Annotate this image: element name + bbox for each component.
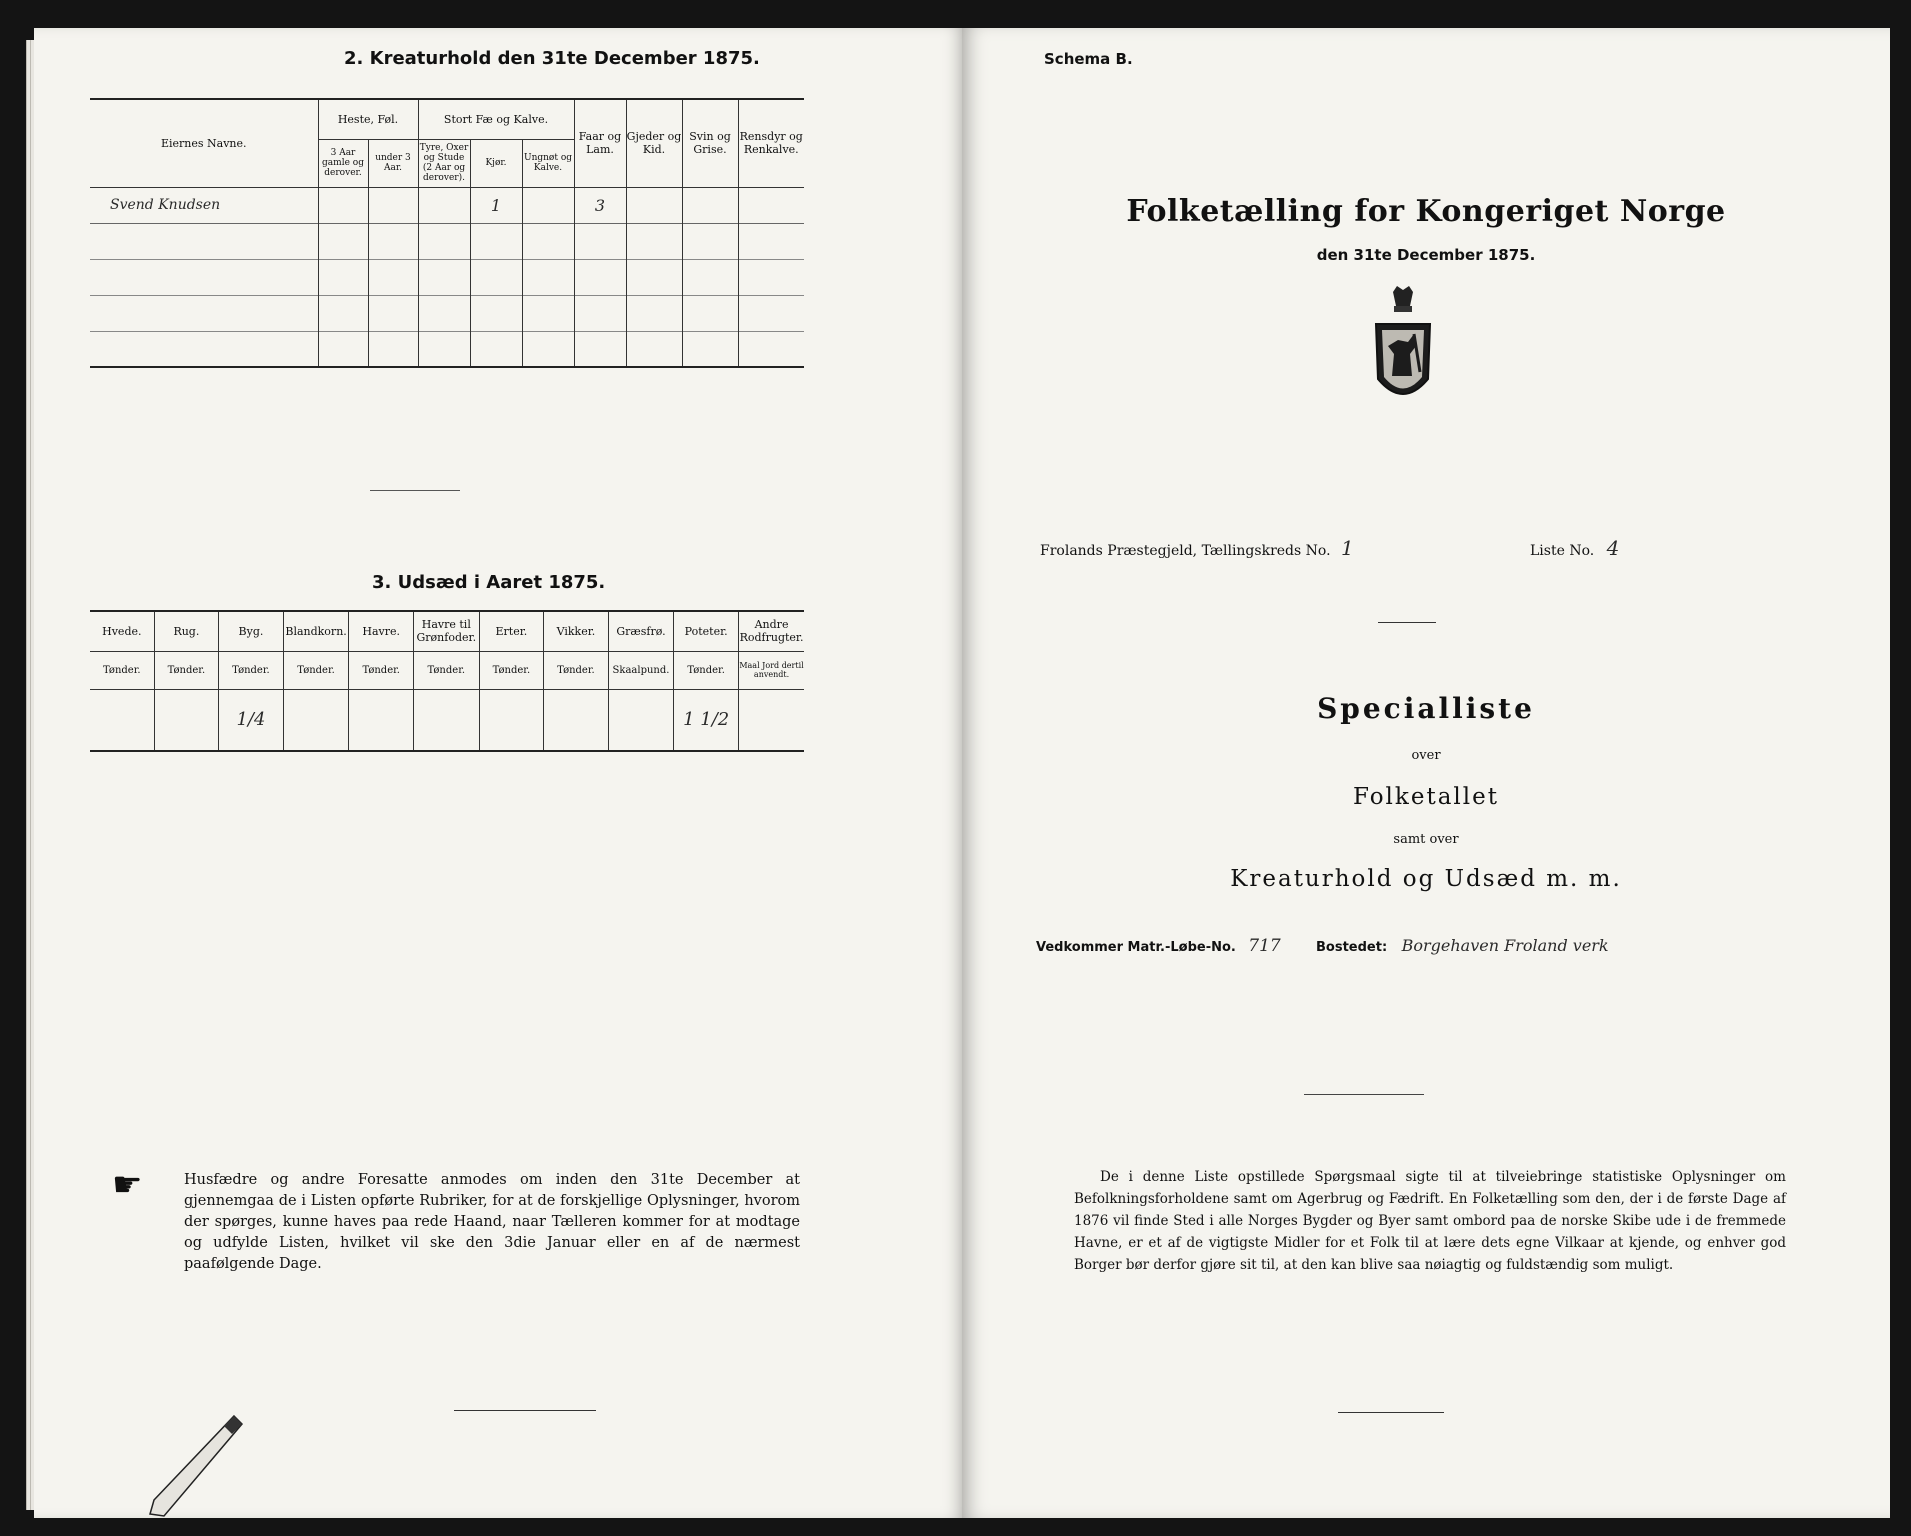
district-line	[1040, 536, 1354, 560]
samt-over-text: samt over	[1393, 832, 1459, 847]
sowing-col-unit: Tønder.	[219, 651, 284, 689]
district-name: Frolands	[1040, 543, 1103, 559]
divider	[370, 490, 460, 491]
left-page	[34, 28, 964, 1518]
col-sheep: Faar og Lam.	[574, 99, 626, 187]
folketallet: Folketallet	[1353, 784, 1499, 810]
col-goats: Gjeder og Kid.	[626, 99, 682, 187]
bosted-line	[1316, 936, 1609, 955]
matr-number: 717	[1248, 936, 1281, 956]
sowing-col-unit: Tønder.	[90, 651, 154, 689]
bosted-value: Borgehaven Froland verk	[1401, 936, 1609, 955]
sub-horses-adult: 3 Aar gamle og derover.	[318, 139, 368, 187]
bosted-label: Bostedet:	[1316, 940, 1388, 955]
sowing-col-name: Rug.	[154, 611, 219, 651]
sowing-col-unit: Tønder.	[283, 651, 349, 689]
sowing-value: 1 1/2	[674, 689, 739, 751]
sowing-value	[154, 689, 219, 751]
sowing-col-unit: Tønder.	[154, 651, 219, 689]
sub-bulls: Tyre, Oxer og Stude (2 Aar og derover).	[418, 139, 470, 187]
sowing-col-name: Vikker.	[544, 611, 609, 651]
sowing-col-name: Erter.	[479, 611, 544, 651]
sowing-col-unit: Tønder.	[349, 651, 414, 689]
schema-label: Schema B.	[1044, 50, 1133, 68]
district-number: 1	[1340, 536, 1354, 560]
group-horses: Heste, Føl.	[318, 99, 418, 139]
owner-name: Svend Knudsen	[90, 187, 318, 223]
cows-value: 1	[470, 187, 522, 223]
notice-text: Husfædre og andre Foresatte anmodes om inden den 31te December at gjennemgaa de i Listen opførte Rubriker, for at de forskjellige Oplysninger, hvorom der spørges, kunne haves paa rede Haand, naar Tælleren kommer for at modtage og udfylde Listen, hvilket vil ske den 3die Januar eller en af de nærmest paafølgende Dage.	[184, 1172, 800, 1272]
sub-cows: Kjør.	[470, 139, 522, 187]
over-text: over	[1411, 748, 1441, 763]
liste-label: Liste No.	[1530, 543, 1595, 559]
sowing-col-name: Havre.	[349, 611, 414, 651]
liste-number: 4	[1606, 536, 1620, 560]
sowing-col-name: Blandkorn.	[283, 611, 349, 651]
col-reindeer: Rensdyr og Renkalve.	[738, 99, 804, 187]
sowing-value	[608, 689, 674, 751]
main-title: Folketælling for Kongeriget Norge	[1126, 194, 1726, 229]
sowing-col-name: Poteter.	[674, 611, 739, 651]
sowing-value	[739, 689, 804, 751]
table-row	[90, 187, 804, 223]
matr-label: Vedkommer Matr.-Løbe-No.	[1036, 940, 1236, 955]
divider	[1378, 622, 1436, 623]
kreatur-heading: Kreaturhold og Udsæd m. m.	[1230, 866, 1622, 892]
liste-line	[1530, 536, 1619, 560]
pointing-hand-icon: ☛	[112, 1165, 143, 1205]
sowing-col-name: Byg.	[219, 611, 284, 651]
table-row	[90, 689, 804, 751]
sowing-table	[90, 610, 804, 752]
divider	[1304, 1094, 1424, 1095]
col-pigs: Svin og Grise.	[682, 99, 738, 187]
sowing-value	[90, 689, 154, 751]
sowing-col-name: Havre til Grønfoder.	[413, 611, 479, 651]
table-row	[90, 259, 804, 295]
sowing-col-name: Andre Rodfrugter.	[739, 611, 804, 651]
sowing-col-unit: Tønder.	[479, 651, 544, 689]
sub-calves: Ungnøt og Kalve.	[522, 139, 574, 187]
coat-of-arms-icon	[1368, 284, 1438, 414]
table-row	[90, 331, 804, 367]
sowing-value: 1/4	[219, 689, 284, 751]
sowing-value	[544, 689, 609, 751]
sowing-col-unit: Tønder.	[413, 651, 479, 689]
pen-icon	[124, 1408, 244, 1518]
matr-line	[1036, 936, 1281, 956]
sub-horses-young: under 3 Aar.	[368, 139, 418, 187]
subtitle: den 31te December 1875.	[1316, 246, 1536, 264]
sowing-col-name: Græsfrø.	[608, 611, 674, 651]
sowing-col-unit: Skaalpund.	[608, 651, 674, 689]
section3-title: 3. Udsæd i Aaret 1875.	[372, 572, 606, 593]
sowing-value	[283, 689, 349, 751]
sowing-col-unit: Tønder.	[544, 651, 609, 689]
sheep-value: 3	[574, 187, 626, 223]
sowing-value	[479, 689, 544, 751]
special-title: Specialliste	[1317, 692, 1535, 725]
sowing-value	[349, 689, 414, 751]
sowing-col-unit: Tønder.	[674, 651, 739, 689]
district-label: Præstegjeld, Tællingskreds No.	[1107, 543, 1331, 559]
table-row	[90, 295, 804, 331]
sowing-col-name: Hvede.	[90, 611, 154, 651]
table-row	[90, 223, 804, 259]
info-paragraph: De i denne Liste opstillede Spørgsmaal sigte til at tilveiebringe statistiske Oplysninger om Befolkningsforholdene samt om Agerbrug og Fædrift. En Folketælling som den, der i de første Dage af 1876 vil finde Sted i alle Norges Bygder og Byer samt ombord paa de norske Skibe ude i de fremmede Havne, er et af de vigtigste Midler for et Folk til at lære dets egne Vilkaar at kjende, og enhver god Borger bør derfor gjøre sit til, at den kan blive saa nøiagtig og fuldstændig som muligt.	[1074, 1169, 1786, 1273]
section2-title: 2. Kreaturhold den 31te December 1875.	[344, 48, 760, 69]
divider	[454, 1410, 596, 1411]
sowing-value	[413, 689, 479, 751]
sowing-col-unit: Maal Jord dertil anvendt.	[739, 651, 804, 689]
group-cattle: Stort Fæ og Kalve.	[418, 99, 574, 139]
livestock-table	[90, 98, 804, 368]
right-page	[962, 28, 1890, 1518]
divider	[1338, 1412, 1444, 1413]
col-owner: Eiernes Navne.	[90, 99, 318, 187]
